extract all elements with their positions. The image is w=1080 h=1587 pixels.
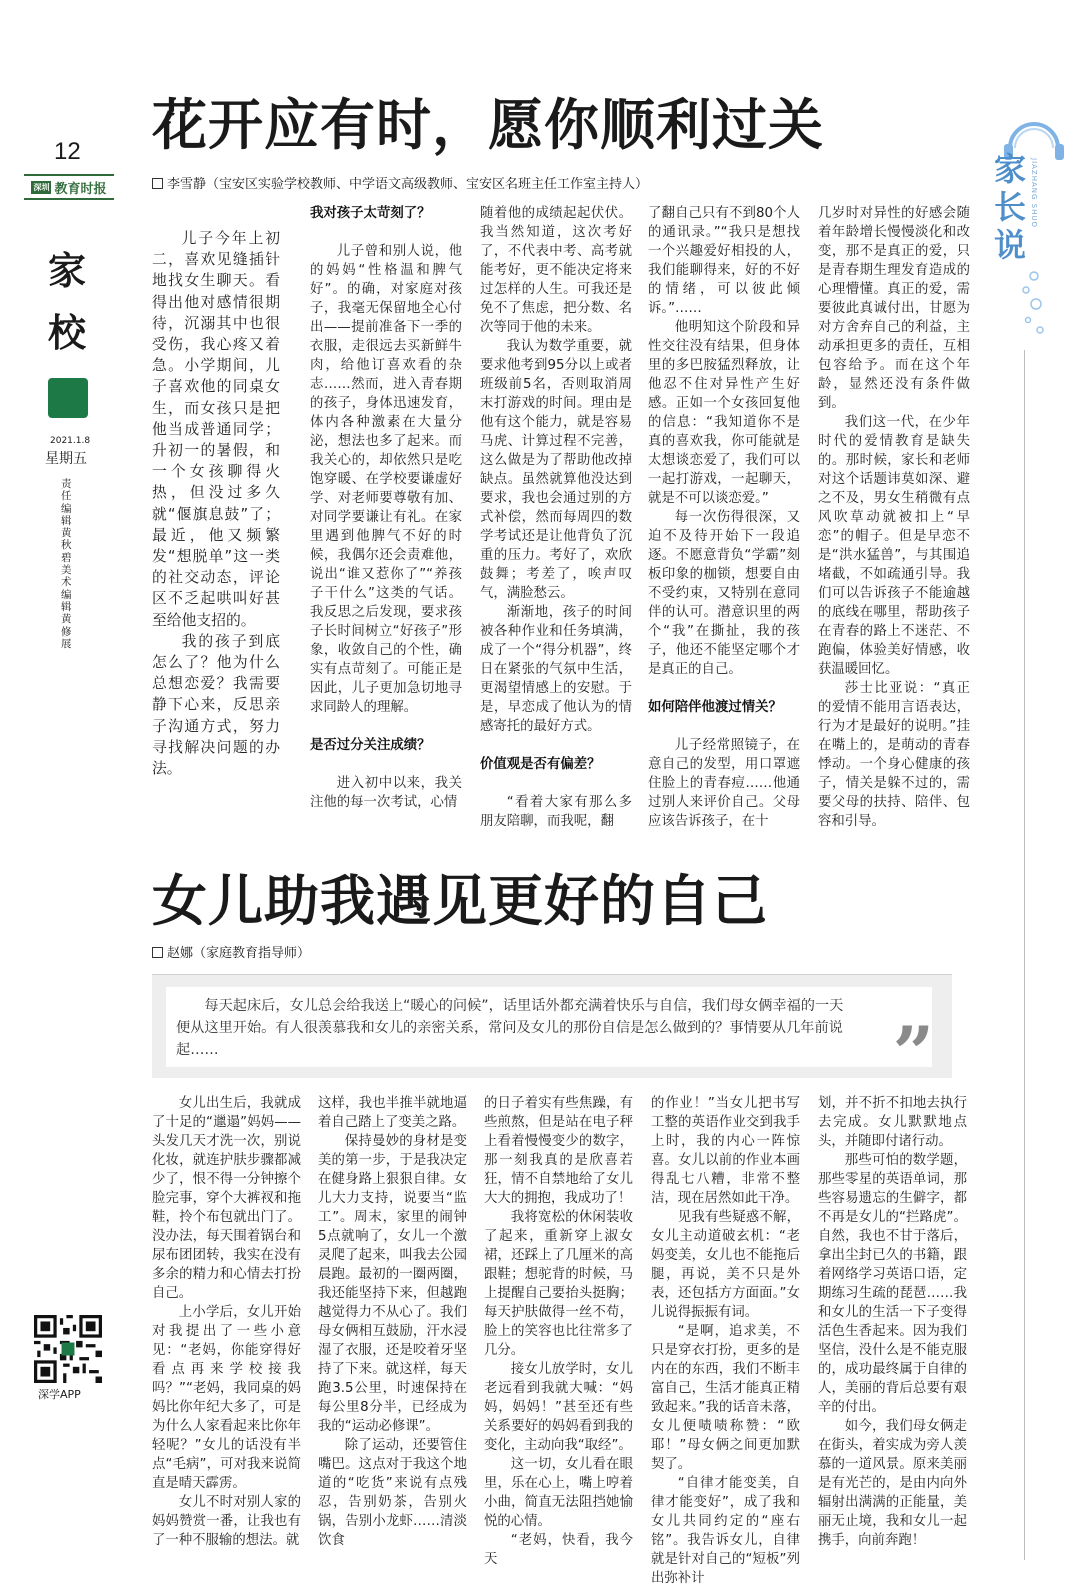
paragraph: 儿子曾和别人说，他的妈妈“性格温和脾气好”。的确，对家庭对孩子，我毫无保留地全心付出——提前准备下一季的衣服，走很远去买新鲜牛肉，给他订喜欢看的杂志……然而，进入青春期的孩子，身体迅速发育，体内各种激素在大量分泌，想法也多了起来。而我关心的，却依然只是吃饱穿暖、在学校要谦虚好学、对老师要尊敬有加、对同学要谦让有礼。在家里遇到他脾气不好的时候，我偶尔还会责难他，说出“谁又惹你了”“养孩子干什么”这类的气话。我反思之后发现，要求孩子长时间树立“好孩子”形象，收敛自己的个性，确实有点苛刻了。可能正是因此，儿子更加急切地寻求同龄人的理解。 — [310, 244, 462, 715]
subheading: 如何陪伴他渡过情关？ — [648, 700, 782, 715]
paragraph: 每一次伤得很深，又迫不及待开始下一段追逐。不愿意背负“学霸”刻板印象的枷锁，想要自由不受约束，又特别在意同伴的认可。潜意识里的两个“我”在撕扯，我的孩子，他还不能坚定哪个才是真正的自己。 — [648, 510, 800, 677]
paragraph: 女儿出生后，我就成了十足的“邋遢”妈妈——头发几天才洗一次，别说化妆，就连护肤步骤都减少了，恨不得一分钟擦个脸完事，穿个大裤衩和拖鞋，拎个布包就出门了。没办法，每天围着锅台和尿布团团转，我实在没有多余的精力和心情去打扮自己。 — [152, 1096, 301, 1301]
editors-credit: 责任编辑黄秋碧 美术编辑黄修展 — [61, 478, 72, 650]
section-color-block — [48, 378, 88, 418]
paragraph: 进入初中以来，我关注他的每一次考试，心情 — [310, 776, 462, 810]
paragraph: “老妈，快看，我今天 — [484, 1533, 633, 1567]
subheading: 是否过分关注成绩？ — [310, 738, 431, 753]
subheading: 我对孩子太苛刻了？ — [310, 206, 431, 221]
intro-quote-box — [152, 974, 952, 1095]
paragraph: 了翻自己只有不到80个人的通讯录。”“我只是想找一个兴趣爱好相投的人，我们能聊得来，好的不好的情绪，可以彼此倾诉。”…… — [648, 206, 800, 316]
paragraph: 我认为数学重要，就要求他考到95分以上或者班级前5名，否则取消周末打游戏的时间。理由是他有这个能力，就是容易马虎、计算过程不完善，这么做是为了帮助他改掉缺点。虽然就算他没达到要求，我也会通过别的方式补偿，然而每周四的数学考试还是让他背负了沉重的压力。考好了，欢欣鼓舞；考差了，唉声叹气，满脸愁云。 — [480, 339, 632, 601]
right-rule-divider — [1024, 350, 1025, 1560]
paragraph: “是啊，追求美，不只是穿衣打扮，更多的是内在的东西，我们不断丰富自己，生活才能真正精致起来。”我的话音未落，女儿便啧啧称赞：“欧耶！”母女俩之间更加默契了。 — [651, 1324, 800, 1472]
lead-paragraph: 我的孩子到底怎么了？他为什么总想恋爱？我需要静下心来，反思亲子沟通方式，努力寻找解决问题的办法。 — [152, 632, 280, 778]
paragraph: 接女儿放学时，女儿老远看到我就大喊：“妈妈，妈妈！”甚至还有些关系要好的妈妈看到我的变化，主动向我“取经”。 — [484, 1362, 633, 1453]
article1-lead — [152, 228, 280, 779]
intro-quote-text: 每天起床后，女儿总会给我送上“暖心的问候”，话里话外都充满着快乐与自信，我们母女俩幸福的一天便从这里开始。有人很羡慕我和女儿的亲密关系，常问及女儿的那份自信是怎么做到的？事情要从几年前说起…… — [166, 987, 932, 1067]
paragraph: “看着大家有那么多朋友陪聊，而我呢，翻 — [480, 795, 632, 829]
article1-author: 李雪静（宝安区实验学校教师、中学语文高级教师、宝安区名班主任工作室主持人） — [167, 177, 649, 192]
paragraph: 这样，我也半推半就地逼着自己踏上了变美之路。 — [318, 1096, 467, 1130]
article1-title: 花开应有时，愿你顺利过关 — [152, 93, 825, 157]
paragraph: 儿子经常照镜子，在意自己的发型，用口罩遮住脸上的青春痘……他通过别人来评价自己。父母应该告诉孩子，在十 — [648, 738, 800, 829]
paragraph: 见我有些疑惑不解，女儿主动道破玄机：“老妈变美，女儿也不能拖后腿，再说，美不只是外表，还包括方方面面。”女儿说得振振有词。 — [651, 1210, 800, 1320]
paragraph: 如今，我们母女俩走在街头，着实成为旁人羡慕的一道风景。原来美丽是有光芒的，是由内向外辐射出满满的正能量，美丽无止境，我和女儿一起携手，向前奔跑！ — [818, 1419, 967, 1548]
paragraph: 那些可怕的数学题，那些零星的英语单词，那些容易遗忘的生僻字，都不再是女儿的“拦路虎”。自然，我也不甘于落后，拿出尘封已久的书籍，跟着网络学习英语口语，定期练习生疏的琵琶……我和女儿的生活一下子变得活色生香起来。因为我们坚信，没什么是不能克服的，成功最终属于自律的人，美丽的背后总要有艰辛的付出。 — [818, 1153, 967, 1415]
article2-column-5 — [818, 1094, 967, 1550]
article1-column-3 — [648, 204, 800, 831]
quote-mark-icon: ” — [892, 1010, 934, 1095]
article1-byline — [152, 173, 648, 192]
subheading: 价值观是否有偏差？ — [480, 757, 601, 772]
paragraph: 上小学后，女儿开始对我提出了一些小意见：“老妈，你能穿得好看点再来学校接我吗？”“老妈，我同桌的妈妈比你年纪大多了，可是为什么人家看起来比你年轻呢？”女儿的话没有半点“毛病”，可对我来说简直是晴天霹雳。 — [152, 1305, 301, 1491]
section-char-jia: 家 — [48, 248, 87, 293]
brand-pinyin: JIAZHANG SHUO — [1030, 158, 1038, 228]
article2-title: 女儿助我遇见更好的自己 — [152, 869, 769, 933]
bubbles-icon — [1014, 268, 1054, 338]
paragraph: 的日子着实有些焦躁，有些煎熬，但是站在电子秤上看着慢慢变少的数字，那一刻我真的是欣喜若狂，情不自禁地给了女儿大大的拥抱，我成功了！ — [484, 1096, 633, 1206]
article1-column-4 — [818, 204, 970, 831]
article1-column-1 — [310, 204, 462, 812]
paragraph: 保持曼妙的身材是变美的第一步，于是我决定在健身路上狠狠自律。女儿大力支持，说要当“监工”。周末，家里的闹钟5点就响了，女儿一个激灵爬了起来，叫我去公园晨跑。最初的一圈两圈，我还能坚持下来，但越跑越觉得力不从心了。我们母女俩相互鼓励，汗水浸湿了衣服，还是咬着牙坚持了下来。就这样，每天跑3.5公里，时速保持在每公里8分半，已经成为我的“运动必修课”。 — [318, 1134, 467, 1434]
paragraph: 我将宽松的休闲装收了起来，重新穿上淑女裙，还踩上了几厘米的高跟鞋；想驼背的时候，马上提醒自己要抬头挺胸；每天护肤做得一丝不苟，脸上的笑容也比往常多了几分。 — [484, 1210, 633, 1358]
paragraph: 我们这一代，在少年时代的爱情教育是缺失的。那时候，家长和老师对这个话题讳莫如深、避之不及，男女生稍微有点风吹草动就被扣上“早恋”的帽子。但是早恋不是“洪水猛兽”，与其围追堵截，不如疏通引导。我们可以告诉孩子不能逾越的底线在哪里，帮助孩子在青春的路上不迷茫、不跑偏，体验美好情感，收获温暖回忆。 — [818, 415, 970, 677]
issue-date: 2021.1.8 — [50, 436, 91, 446]
article2-author: 赵娜（家庭教育指导师） — [167, 946, 311, 961]
qr-code-icon[interactable] — [34, 1315, 102, 1383]
article2-column-2 — [318, 1094, 467, 1550]
article2-column-1 — [152, 1094, 301, 1550]
brand-title: 家长说 — [994, 150, 1027, 264]
paragraph: 女儿不时对别人家的妈妈赞赏一番，让我也有了一种不服输的想法。就 — [152, 1495, 301, 1548]
page-number: 12 — [54, 138, 81, 165]
article2-column-3 — [484, 1094, 633, 1569]
paragraph: 随着他的成绩起起伏伏。我当然知道，这次考好了，不代表中考、高考就能考好，更不能决定将来过怎样的人生。可我还是免不了焦虑，把分数、名次等同于他的未来。 — [480, 206, 632, 335]
section-char-xiao: 校 — [48, 310, 87, 355]
masthead-text: 教育时报 — [54, 181, 107, 197]
article2-column-4 — [651, 1094, 800, 1587]
article2-byline — [152, 942, 310, 961]
paragraph: 莎士比亚说：“真正的爱情不能用言语表达，行为才是最好的说明。”挂在嘴上的，是萌动的青春悸动。一个身心健康的孩子，情关是躲不过的，需要父母的扶持、陪伴、包容和引导。 — [818, 681, 970, 829]
byline-box-icon — [152, 178, 163, 189]
paragraph: 几岁时对异性的好感会随着年龄增长慢慢淡化和改变，那不是真正的爱，只是青春期生理发育造成的心理懵懂。真正的爱，需要彼此真诚付出，甘愿为对方舍弃自己的利益，主动承担更多的责任，互相包容给予。而在这个年龄，显然还没有条件做到。 — [818, 206, 970, 411]
masthead-tag: 深圳 — [33, 181, 50, 192]
newspaper-masthead — [24, 174, 114, 200]
lead-paragraph: 儿子今年上初二，喜欢见缝插针地找女生聊天。看得出他对感情很期待，沉溺其中也很受伤，我心疼又着急。小学期间，儿子喜欢他的同桌女生，而女孩只是把他当成普通同学；升初一的暑假，和一个女孩聊得火热，但没过多久就“偃旗息鼓”了；最近，他又频繁发“想脱单”这一类的社交动态，评论区不乏起哄叫好甚至给他支招的。 — [152, 230, 280, 629]
paragraph: “自律才能变美，自律才能变好”，成了我和女儿共同约定的“座右铭”。我告诉女儿，自律就是针对自己的“短板”列出弥补计 — [651, 1476, 800, 1586]
byline-box-icon — [152, 947, 163, 958]
paragraph: 除了运动，还要管住嘴巴。这点对于我这个地道的“吃货”来说有点残忍，告别奶茶，告别火锅，告别小龙虾……清淡饮食 — [318, 1438, 467, 1548]
paragraph: 的作业！”当女儿把书写工整的英语作业交到我手上时，我的内心一阵惊喜。女儿以前的作业本画得乱七八糟，非常不整洁，现在居然如此干净。 — [651, 1096, 800, 1206]
article1-column-2 — [480, 204, 632, 831]
paragraph: 他明知这个阶段和异性交往没有结果，但身体里的多巴胺猛烈释放，让他忍不住对异性产生好感。正如一个女孩回复他的信息：“我知道你不是真的喜欢我，你可能就是太想谈恋爱了，我们可以一起打游戏，一起聊天，就是不可以谈恋爱。” — [648, 320, 800, 506]
paragraph: 划，并不折不扣地去执行去完成。女儿默默地点头，并随即付诸行动。 — [818, 1096, 967, 1149]
paragraph: 渐渐地，孩子的时间被各种作业和任务填满，成了一个“得分机器”，终日在紧张的气氛中生活，更渴望情感上的安慰。于是，早恋成了他认为的情感寄托的最好方式。 — [480, 605, 632, 734]
paragraph: 这一切，女儿看在眼里，乐在心上，嘴上哼着小曲，简直无法阻挡她愉悦的心情。 — [484, 1457, 633, 1529]
qr-label: 深学APP — [38, 1388, 81, 1401]
issue-weekday: 星期五 — [45, 451, 87, 467]
